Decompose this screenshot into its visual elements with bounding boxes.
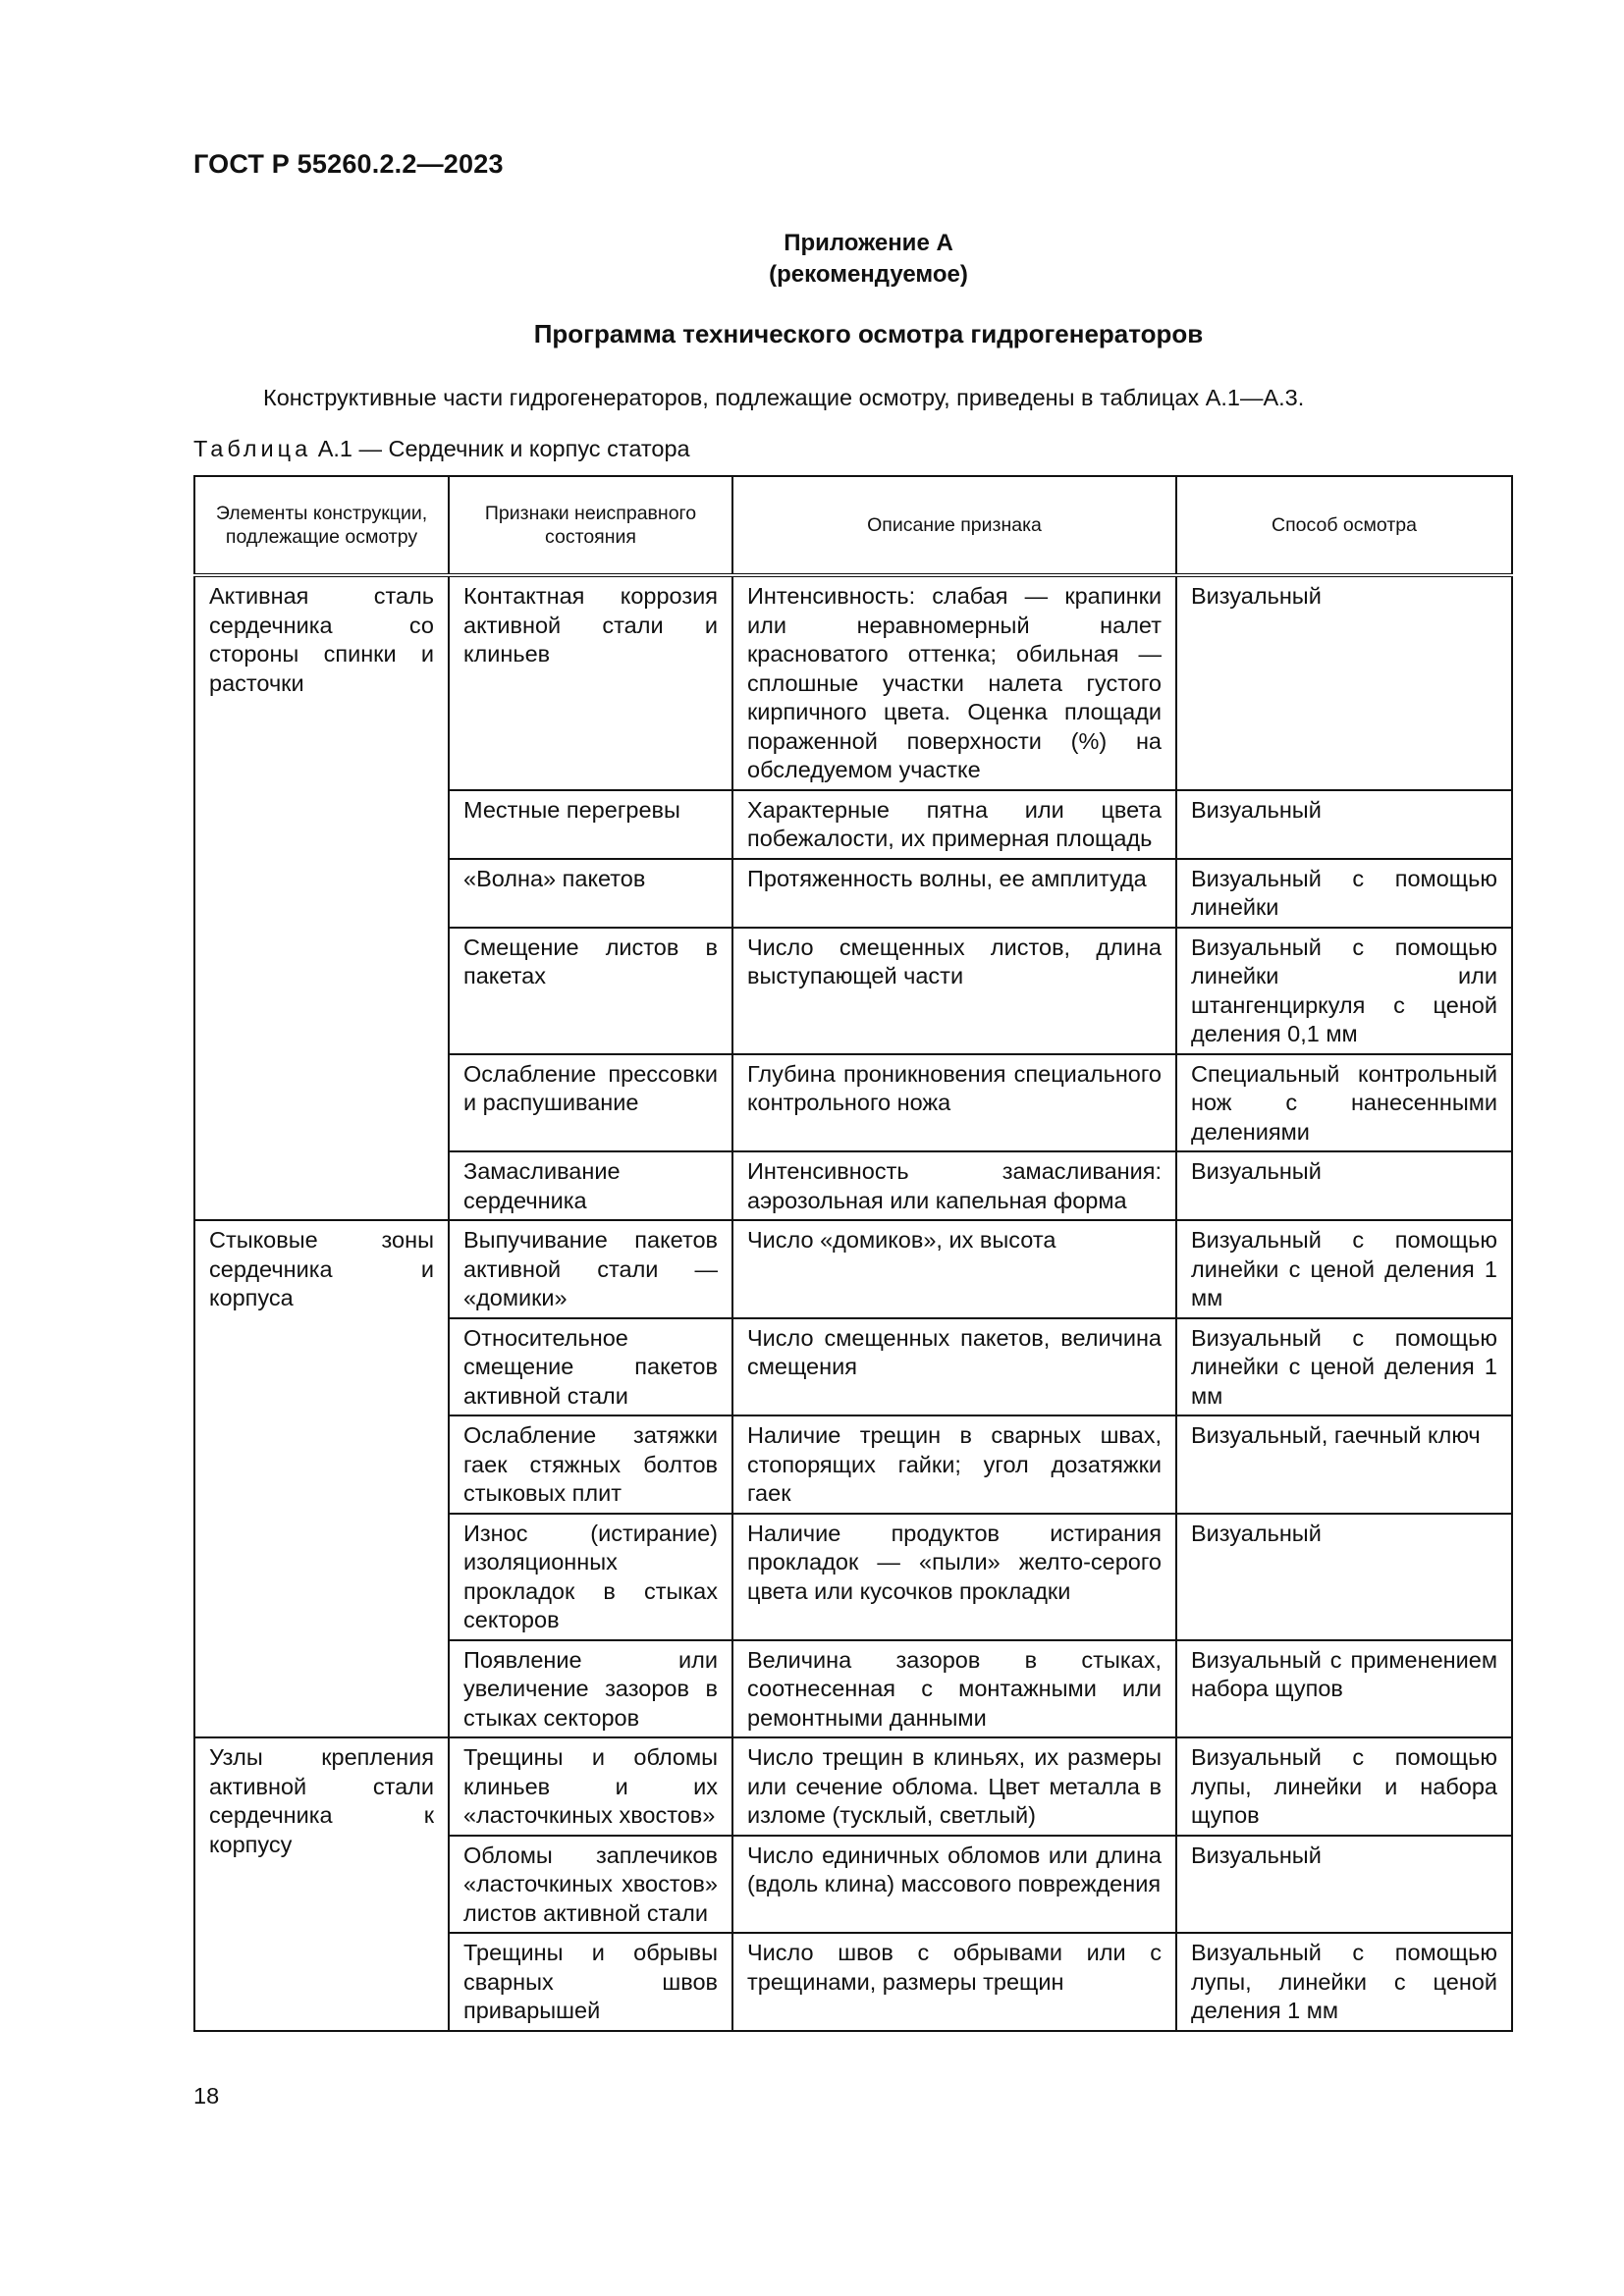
appendix-heading — [0, 228, 1624, 291]
sign-cell: Износ (истирание) изоляционных прокладок в стыках секторов — [449, 1514, 732, 1640]
element-cell: Активная сталь сердечника со стороны спинки и расточки — [194, 575, 449, 1220]
sign-cell: Относительное смещение пакетов активной стали — [449, 1318, 732, 1416]
method-cell: Визуальный — [1176, 1514, 1512, 1640]
method-cell: Визуальный с помощью линейки — [1176, 859, 1512, 928]
description-cell: Число трещин в клиньях, их размеры или сечение облома. Цвет металла в изломе (тусклый, светлый) — [732, 1737, 1176, 1836]
description-cell: Глубина проникновения специального контрольного ножа — [732, 1054, 1176, 1152]
method-cell: Визуальный — [1176, 790, 1512, 859]
method-cell: Визуальный с помощью линейки с ценой деления 1 мм — [1176, 1220, 1512, 1318]
table-caption-text: А.1 — Сердечник и корпус статора — [317, 436, 690, 461]
description-cell: Число «домиков», их высота — [732, 1220, 1176, 1318]
sign-cell: Трещины и обломы клиньев и их «ласточкиных хвостов» — [449, 1737, 732, 1836]
program-title: Программа технического осмотра гидрогенераторов — [533, 319, 1204, 348]
appendix-subtitle: (рекомендуемое) — [769, 261, 968, 288]
header-description: Описание признака — [732, 476, 1176, 575]
sign-cell: Ослабление прессовки и распушивание — [449, 1054, 732, 1152]
sign-cell: «Волна» пакетов — [449, 859, 732, 928]
program-title-block — [0, 319, 1624, 349]
method-cell: Визуальный с применением набора щупов — [1176, 1640, 1512, 1738]
description-cell: Число смещенных листов, длина выступающей части — [732, 928, 1176, 1054]
table-caption-label: Таблица — [193, 436, 312, 461]
intro-paragraph: Конструктивные части гидрогенераторов, подлежащие осмотру, приведены в таблицах А.1—А.3. — [263, 385, 1305, 410]
description-cell: Наличие продуктов истирания прокладок — «пыли» желто-серого цвета или кусочков прокладки — [732, 1514, 1176, 1640]
description-cell: Наличие трещин в сварных швах, стопорящих гайки; угол дозатяжки гаек — [732, 1415, 1176, 1514]
table-row — [194, 1737, 1512, 1836]
method-cell: Визуальный с помощью линейки с ценой деления 1 мм — [1176, 1318, 1512, 1416]
method-cell: Визуальный — [1176, 575, 1512, 790]
sign-cell: Появление или увеличение зазоров в стыках секторов — [449, 1640, 732, 1738]
sign-cell: Смещение листов в пакетах — [449, 928, 732, 1054]
table-row — [194, 1220, 1512, 1318]
page-number: 18 — [193, 2083, 220, 2109]
description-cell: Интенсивность: слабая — крапинки или неравномерный налет красноватого оттенка; обильная — сплошные участки налета густого кирпичного цвета. Оценка площади пораженной поверхности (%) на обследуемом участке — [732, 575, 1176, 790]
sign-cell: Выпучивание пакетов активной стали — «домики» — [449, 1220, 732, 1318]
method-cell: Визуальный, гаечный ключ — [1176, 1415, 1512, 1514]
sign-cell: Местные перегревы — [449, 790, 732, 859]
description-cell: Число единичных обломов или длина (вдоль клина) массового повреждения — [732, 1836, 1176, 1934]
header-signs: Признаки неисправного состояния — [449, 476, 732, 575]
description-cell: Число швов с обрывами или с трещинами, размеры трещин — [732, 1933, 1176, 2031]
document-code: ГОСТ Р 55260.2.2—2023 — [193, 149, 504, 179]
header-method: Способ осмотра — [1176, 476, 1512, 575]
description-cell: Интенсивность замасливания: аэрозольная или капельная форма — [732, 1151, 1176, 1220]
sign-cell: Замасливание сердечника — [449, 1151, 732, 1220]
method-cell: Визуальный — [1176, 1151, 1512, 1220]
method-cell: Визуальный с помощью линейки или штангенциркуля с ценой деления 0,1 мм — [1176, 928, 1512, 1054]
description-cell: Характерные пятна или цвета побежалости, их примерная площадь — [732, 790, 1176, 859]
appendix-title: Приложение А — [784, 230, 953, 256]
element-cell: Стыковые зоны сердечника и корпуса — [194, 1220, 449, 1737]
sign-cell: Контактная коррозия активной стали и клиньев — [449, 575, 732, 790]
table-row — [194, 575, 1512, 790]
method-cell: Визуальный с помощью лупы, линейки и набора щупов — [1176, 1737, 1512, 1836]
method-cell: Визуальный с помощью лупы, линейки с ценой деления 1 мм — [1176, 1933, 1512, 2031]
table-caption — [193, 436, 690, 462]
inspection-table — [193, 475, 1513, 2032]
method-cell: Визуальный — [1176, 1836, 1512, 1934]
table-header-row — [194, 476, 1512, 575]
description-cell: Величина зазоров в стыках, соотнесенная с монтажными или ремонтными данными — [732, 1640, 1176, 1738]
sign-cell: Обломы заплечиков «ласточкиных хвостов» листов активной стали — [449, 1836, 732, 1934]
sign-cell: Ослабление затяжки гаек стяжных болтов стыковых плит — [449, 1415, 732, 1514]
element-cell: Узлы крепления активной стали сердечника к корпусу — [194, 1737, 449, 2031]
header-elements: Элементы конструкции, подлежащие осмотру — [194, 476, 449, 575]
method-cell: Специальный контрольный нож с нанесенными делениями — [1176, 1054, 1512, 1152]
description-cell: Протяженность волны, ее амплитуда — [732, 859, 1176, 928]
description-cell: Число смещенных пакетов, величина смещения — [732, 1318, 1176, 1416]
sign-cell: Трещины и обрывы сварных швов приварышей — [449, 1933, 732, 2031]
